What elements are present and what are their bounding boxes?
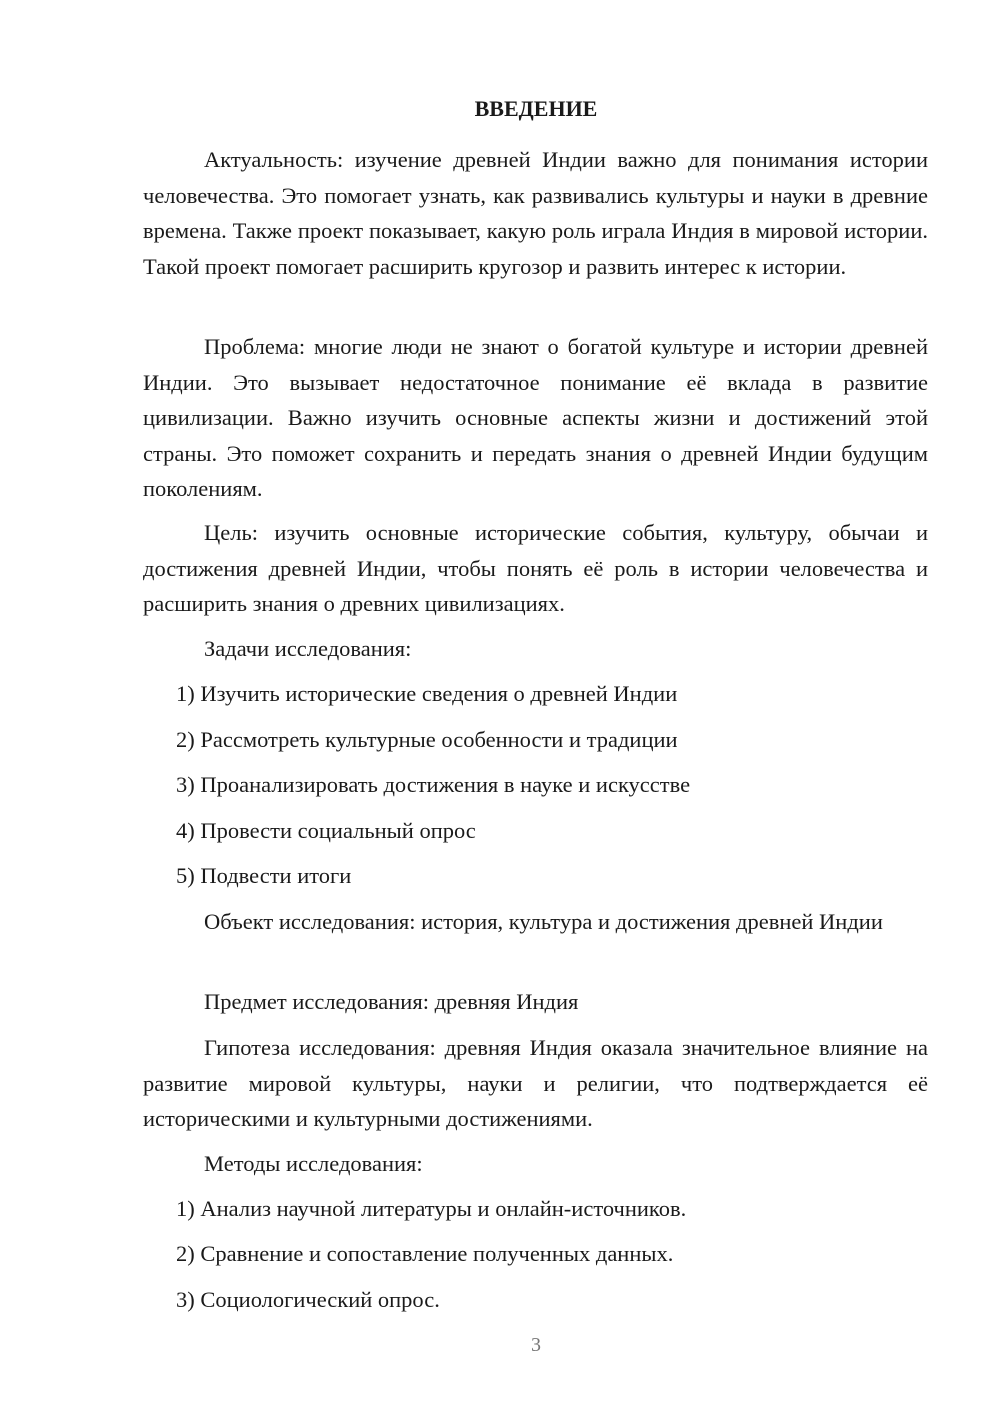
paragraph-hypothesis: Гипотеза исследования: древняя Индия оказала значительное влияние на развитие мировой культуры, науки и религии, что подтверждается её историческими и культурными достижениями.	[143, 1035, 928, 1131]
method-item: 3) Социологический опрос.	[176, 1287, 440, 1312]
methods-heading: Методы исследования:	[204, 1151, 423, 1176]
task-item: 3) Проанализировать достижения в науке и искусстве	[176, 772, 691, 797]
method-item: 1) Анализ научной литературы и онлайн-источников.	[176, 1196, 687, 1221]
paragraph-problem: Проблема: многие люди не знают о богатой культуре и истории древней Индии. Это вызывает недостаточное понимание её вклада в развитие цивилизации. Важно изучить основные аспекты жизни и достижений этой страны. Это поможет сохранить и передать знания о древней Индии будущим поколениям.	[143, 334, 928, 501]
page-title: ВВЕДЕНИЕ	[474, 96, 598, 121]
task-item: 5) Подвести итоги	[176, 863, 352, 888]
task-item: 4) Провести социальный опрос	[176, 818, 476, 843]
paragraph-goal: Цель: изучить основные исторические события, культуру, обычаи и достижения древней Индии, чтобы понять её роль в истории человечества и расширить знания о древних цивилизациях.	[143, 520, 928, 616]
tasks-heading: Задачи исследования:	[204, 636, 412, 661]
task-item: 2) Рассмотреть культурные особенности и традиции	[176, 727, 678, 752]
paragraph-subject: Предмет исследования: древняя Индия	[204, 989, 579, 1014]
paragraph-object: Объект исследования: история, культура и достижения древней Индии	[204, 909, 883, 934]
paragraph-relevance: Актуальность: изучение древней Индии важно для понимания истории человечества. Это помогает узнать, как развивались культуры и науки в древние времена. Также проект показывает, какую роль играла Индия в мировой истории. Такой проект помогает расширить кругозор и развить интерес к истории.	[143, 147, 928, 279]
method-item: 2) Сравнение и сопоставление полученных данных.	[176, 1241, 674, 1266]
task-item: 1) Изучить исторические сведения о древней Индии	[176, 681, 678, 706]
page-number: 3	[531, 1334, 541, 1356]
